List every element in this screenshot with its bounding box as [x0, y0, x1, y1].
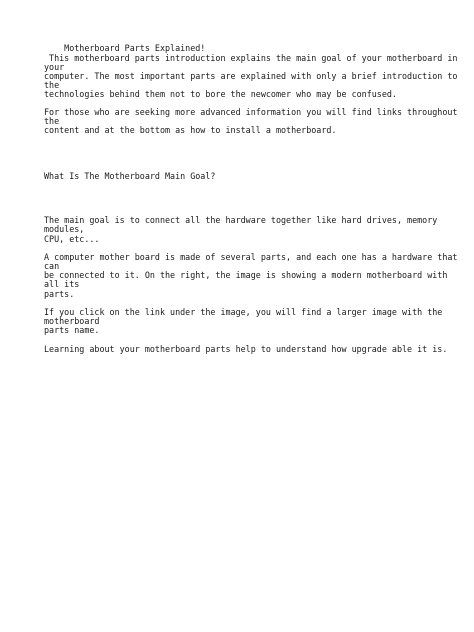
intro-line: technologies behind them not to bore the newcomer who may be confused. — [44, 89, 397, 99]
intro-line: your — [44, 62, 65, 72]
closing-line: Learning about your motherboard parts help to understand how upgrade able it is. — [44, 344, 448, 354]
section-heading: What Is The Motherboard Main Goal? — [44, 171, 216, 181]
link-line: motherboard — [44, 316, 100, 326]
goal-line: The main goal is to connect all the hardware together like hard drives, memory — [44, 215, 438, 225]
goal-line: modules, — [44, 224, 85, 234]
intro-line: computer. The most important parts are explained with only a brief introduction to — [44, 71, 458, 81]
parts-line: parts. — [44, 289, 75, 299]
advanced-line: For those who are seeking more advanced information you will find links throughout — [44, 107, 458, 117]
intro-line: This motherboard parts introduction explains the main goal of your motherboard in — [44, 53, 458, 63]
parts-line: be connected to it. On the right, the image is showing a modern motherboard with — [44, 270, 448, 280]
parts-line: can — [44, 261, 60, 271]
intro-line: the — [44, 80, 60, 90]
advanced-line: content and at the bottom as how to install a motherboard. — [44, 125, 337, 135]
link-line: If you click on the link under the image, you will find a larger image with the — [44, 307, 443, 317]
link-line: parts name. — [44, 325, 100, 335]
advanced-line: the — [44, 116, 60, 126]
goal-line: CPU, etc... — [44, 234, 100, 244]
parts-line: A computer mother board is made of several parts, and each one has a hardware that — [44, 252, 458, 262]
parts-line: all its — [44, 279, 80, 289]
document-title: Motherboard Parts Explained! — [44, 43, 206, 53]
